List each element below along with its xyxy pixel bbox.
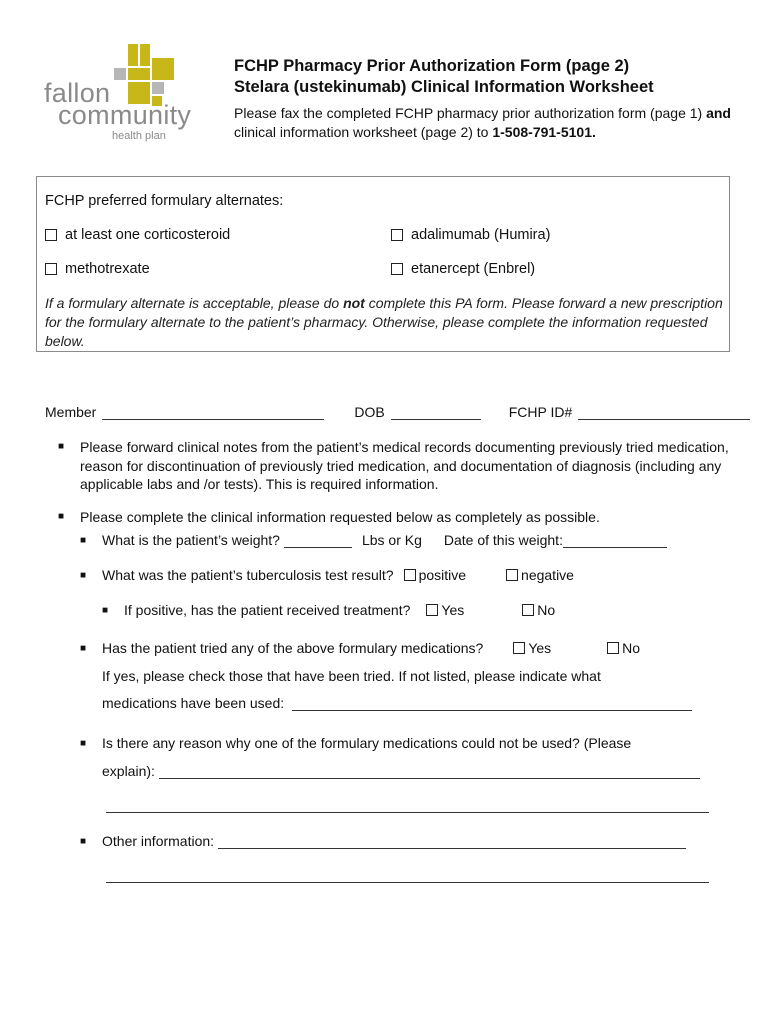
alternates-note bbox=[45, 294, 725, 351]
medications-used-field[interactable] bbox=[292, 696, 692, 711]
reason-question-line1: Is there any reason why one of the formulary medications could not be used? (Please bbox=[102, 735, 632, 751]
option-etanercept-label: etanercept (Enbrel) bbox=[411, 261, 536, 277]
formulary-follow-row2 bbox=[102, 695, 692, 711]
fax-number: 1-508-791-5101. bbox=[492, 124, 596, 140]
formulary-follow-row1 bbox=[102, 668, 601, 684]
member-label: Member bbox=[45, 404, 97, 420]
alternates-note-b: complete this PA form. Please forward a new prescription for the formulary alternate to the patient’s pharmacy. Otherwise, please complete the information requested below. bbox=[45, 295, 723, 349]
other-info-label: Other information: bbox=[102, 833, 215, 849]
checkbox-formulary-no[interactable] bbox=[607, 642, 619, 654]
logo-word-health-plan: health plan bbox=[112, 130, 166, 142]
checkbox-adalimumab[interactable] bbox=[391, 229, 403, 241]
dob-label: DOB bbox=[354, 404, 385, 420]
dob-field[interactable] bbox=[391, 405, 481, 420]
fax-instructions-a: Please fax the completed FCHP pharmacy prior authorization form (page 1) bbox=[234, 105, 703, 121]
logo-word-fallon: fallon bbox=[44, 78, 111, 108]
formulary-tried-question: Has the patient tried any of the above formulary medications? bbox=[102, 640, 484, 656]
weight-question: What is the patient’s weight? bbox=[102, 532, 280, 548]
formulary-no-label: No bbox=[622, 640, 641, 656]
weight-row bbox=[102, 532, 667, 548]
weight-date-field[interactable] bbox=[563, 533, 667, 548]
treatment-row bbox=[124, 602, 555, 618]
checkbox-methotrexate[interactable] bbox=[45, 263, 57, 275]
reason-row1 bbox=[102, 735, 631, 751]
bullet-marker: ■ bbox=[58, 511, 65, 522]
fax-instructions bbox=[234, 104, 734, 142]
weight-field[interactable] bbox=[284, 533, 352, 548]
reason-field-line2[interactable] bbox=[106, 812, 709, 813]
option-adalimumab[interactable] bbox=[391, 227, 550, 243]
option-corticosteroid-label: at least one corticosteroid bbox=[65, 227, 231, 243]
bullet-marker: ■ bbox=[80, 836, 87, 847]
bullet-marker: ■ bbox=[80, 643, 87, 654]
bullet-marker: ■ bbox=[80, 738, 87, 749]
checkbox-formulary-yes[interactable] bbox=[513, 642, 525, 654]
option-etanercept[interactable] bbox=[391, 261, 535, 277]
formulary-follow-line2: medications have been used: bbox=[102, 695, 285, 711]
option-methotrexate-label: methotrexate bbox=[65, 261, 150, 277]
tb-negative-label: negative bbox=[521, 567, 574, 583]
reason-question-line2: explain): bbox=[102, 763, 155, 779]
weight-units: Lbs or Kg bbox=[361, 532, 422, 548]
formulary-tried-row bbox=[102, 640, 640, 656]
form-title-line1: FCHP Pharmacy Prior Authorization Form (page 2) bbox=[234, 57, 630, 75]
member-row bbox=[45, 404, 750, 420]
tb-positive-label: positive bbox=[418, 567, 467, 583]
form-title bbox=[234, 56, 654, 98]
reason-row2 bbox=[102, 763, 700, 779]
option-methotrexate[interactable] bbox=[45, 261, 150, 277]
fax-instructions-and: and bbox=[706, 105, 731, 121]
other-info-row bbox=[102, 833, 686, 849]
other-info-field-line1[interactable] bbox=[218, 834, 686, 849]
form-title-line2: Stelara (ustekinumab) Clinical Information Worksheet bbox=[234, 78, 654, 96]
alternates-note-a: If a formulary alternate is acceptable, please do bbox=[45, 295, 344, 311]
formulary-yes-label: Yes bbox=[528, 640, 552, 656]
member-field[interactable] bbox=[102, 405, 324, 420]
formulary-alternates-box bbox=[36, 176, 730, 352]
treatment-question: If positive, has the patient received treatment? bbox=[124, 602, 411, 618]
fchp-id-field[interactable] bbox=[578, 405, 750, 420]
fax-instructions-b: clinical information worksheet (page 2) to bbox=[234, 124, 493, 140]
reason-field-line1[interactable] bbox=[159, 764, 700, 779]
weight-date-label: Date of this weight: bbox=[443, 532, 563, 548]
checkbox-treatment-yes[interactable] bbox=[426, 604, 438, 616]
fchp-id-label: FCHP ID# bbox=[508, 404, 573, 420]
checkbox-tb-negative[interactable] bbox=[506, 569, 518, 581]
alternates-heading: FCHP preferred formulary alternates: bbox=[45, 193, 284, 209]
checkbox-treatment-no[interactable] bbox=[522, 604, 534, 616]
bullet-marker: ■ bbox=[58, 441, 65, 452]
complete-info-instruction: Please complete the clinical information requested below as completely as possible. bbox=[80, 509, 600, 525]
treatment-yes-label: Yes bbox=[441, 602, 465, 618]
fallon-logo bbox=[42, 44, 212, 144]
bullet-marker: ■ bbox=[102, 605, 109, 616]
formulary-follow-line1: If yes, please check those that have been tried. If not listed, please indicate what bbox=[102, 668, 601, 684]
checkbox-corticosteroid[interactable] bbox=[45, 229, 57, 241]
checkbox-tb-positive[interactable] bbox=[404, 569, 416, 581]
option-adalimumab-label: adalimumab (Humira) bbox=[411, 227, 551, 243]
logo-word-community: community bbox=[58, 100, 192, 130]
other-info-field-line2[interactable] bbox=[106, 882, 709, 883]
alternates-note-not: not bbox=[343, 295, 365, 311]
tb-row bbox=[102, 567, 574, 583]
checkbox-etanercept[interactable] bbox=[391, 263, 403, 275]
bullet-marker: ■ bbox=[80, 570, 87, 581]
bullet-marker: ■ bbox=[80, 535, 87, 546]
option-corticosteroid[interactable] bbox=[45, 227, 230, 243]
treatment-no-label: No bbox=[537, 602, 556, 618]
tb-question: What was the patient’s tuberculosis test result? bbox=[102, 567, 394, 583]
clinical-notes-instruction: Please forward clinical notes from the patient’s medical records documenting previously tried medication, reason for discontinuation of previously tried medication, and documentation of diagnosis (including any applicable labs and /or tests). This is required information. bbox=[80, 439, 729, 492]
